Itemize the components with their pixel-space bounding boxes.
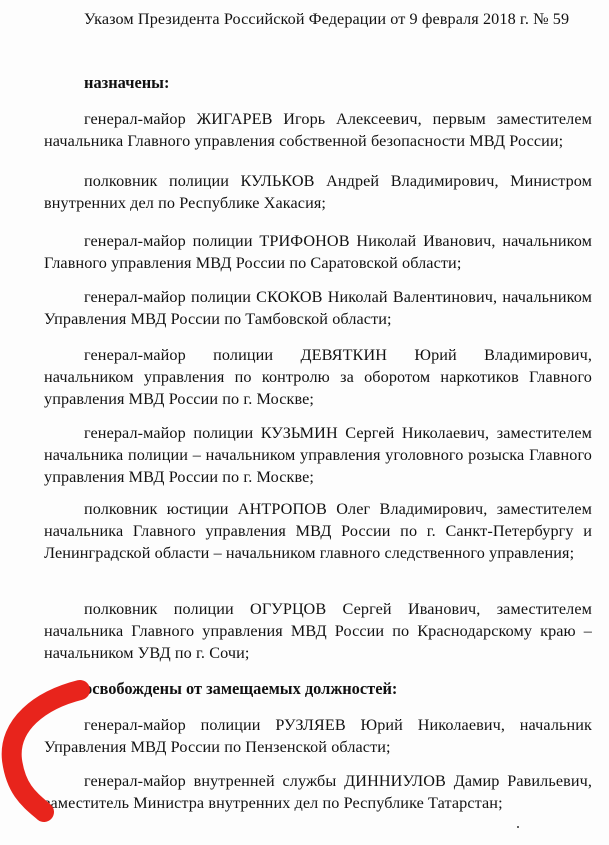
appointed-heading: назначены: <box>84 73 170 92</box>
released-heading: освобождены от замещаемых должностей: <box>84 679 398 698</box>
appointment-item: полковник полиции КУЛЬКОВ Андрей Владимирович, Министром внутренних дел по Республике Хакасия; <box>44 172 592 212</box>
release-item: генерал-майор внутренней службы ДИННИУЛОВ Дамир Равильевич, заместитель Министра внутренних дел по Республике Татарстан; <box>44 772 592 812</box>
appointment-item: генерал-майор полиции ТРИФОНОВ Николай Иванович, начальником Главного управления МВД России по Саратовской области; <box>44 232 592 272</box>
appointment-item: генерал-майор полиции КУЗЬМИН Сергей Николаевич, заместителем начальника полиции – начальником управления уголовного розыска Главного управления МВД России по г. Москве; <box>44 424 592 486</box>
release-item: генерал-майор полиции РУЗЛЯЕВ Юрий Николаевич, начальник Управления МВД России по Пензенской области; <box>44 716 592 756</box>
scan-speck <box>517 826 519 828</box>
decree-intro: Указом Президента Российской Федерации от 9 февраля 2018 г. № 59 <box>84 10 570 28</box>
appointment-item: полковник юстиции АНТРОПОВ Олег Владимирович, заместителем начальника Главного управления МВД России по г. Санкт-Петербургу и Ленинградской области – начальником главного следственного управления; <box>44 500 592 562</box>
appointment-item: полковник полиции ОГУРЦОВ Сергей Иванович, заместителем начальника Главного управления МВД России по Краснодарскому краю – начальником УВД по г. Сочи; <box>44 600 592 662</box>
appointment-item: генерал-майор ЖИГАРЕВ Игорь Алексеевич, первым заместителем начальника Главного управления собственной безопасности МВД России; <box>44 110 592 150</box>
appointment-item: генерал-майор полиции СКОКОВ Николай Валентинович, начальником Управления МВД России по Тамбовской области; <box>44 288 592 328</box>
appointment-item: генерал-майор полиции ДЕВЯТКИН Юрий Владимирович, начальником управления по контролю за оборотом наркотиков Главного управления МВД России по г. Москве; <box>44 346 592 408</box>
